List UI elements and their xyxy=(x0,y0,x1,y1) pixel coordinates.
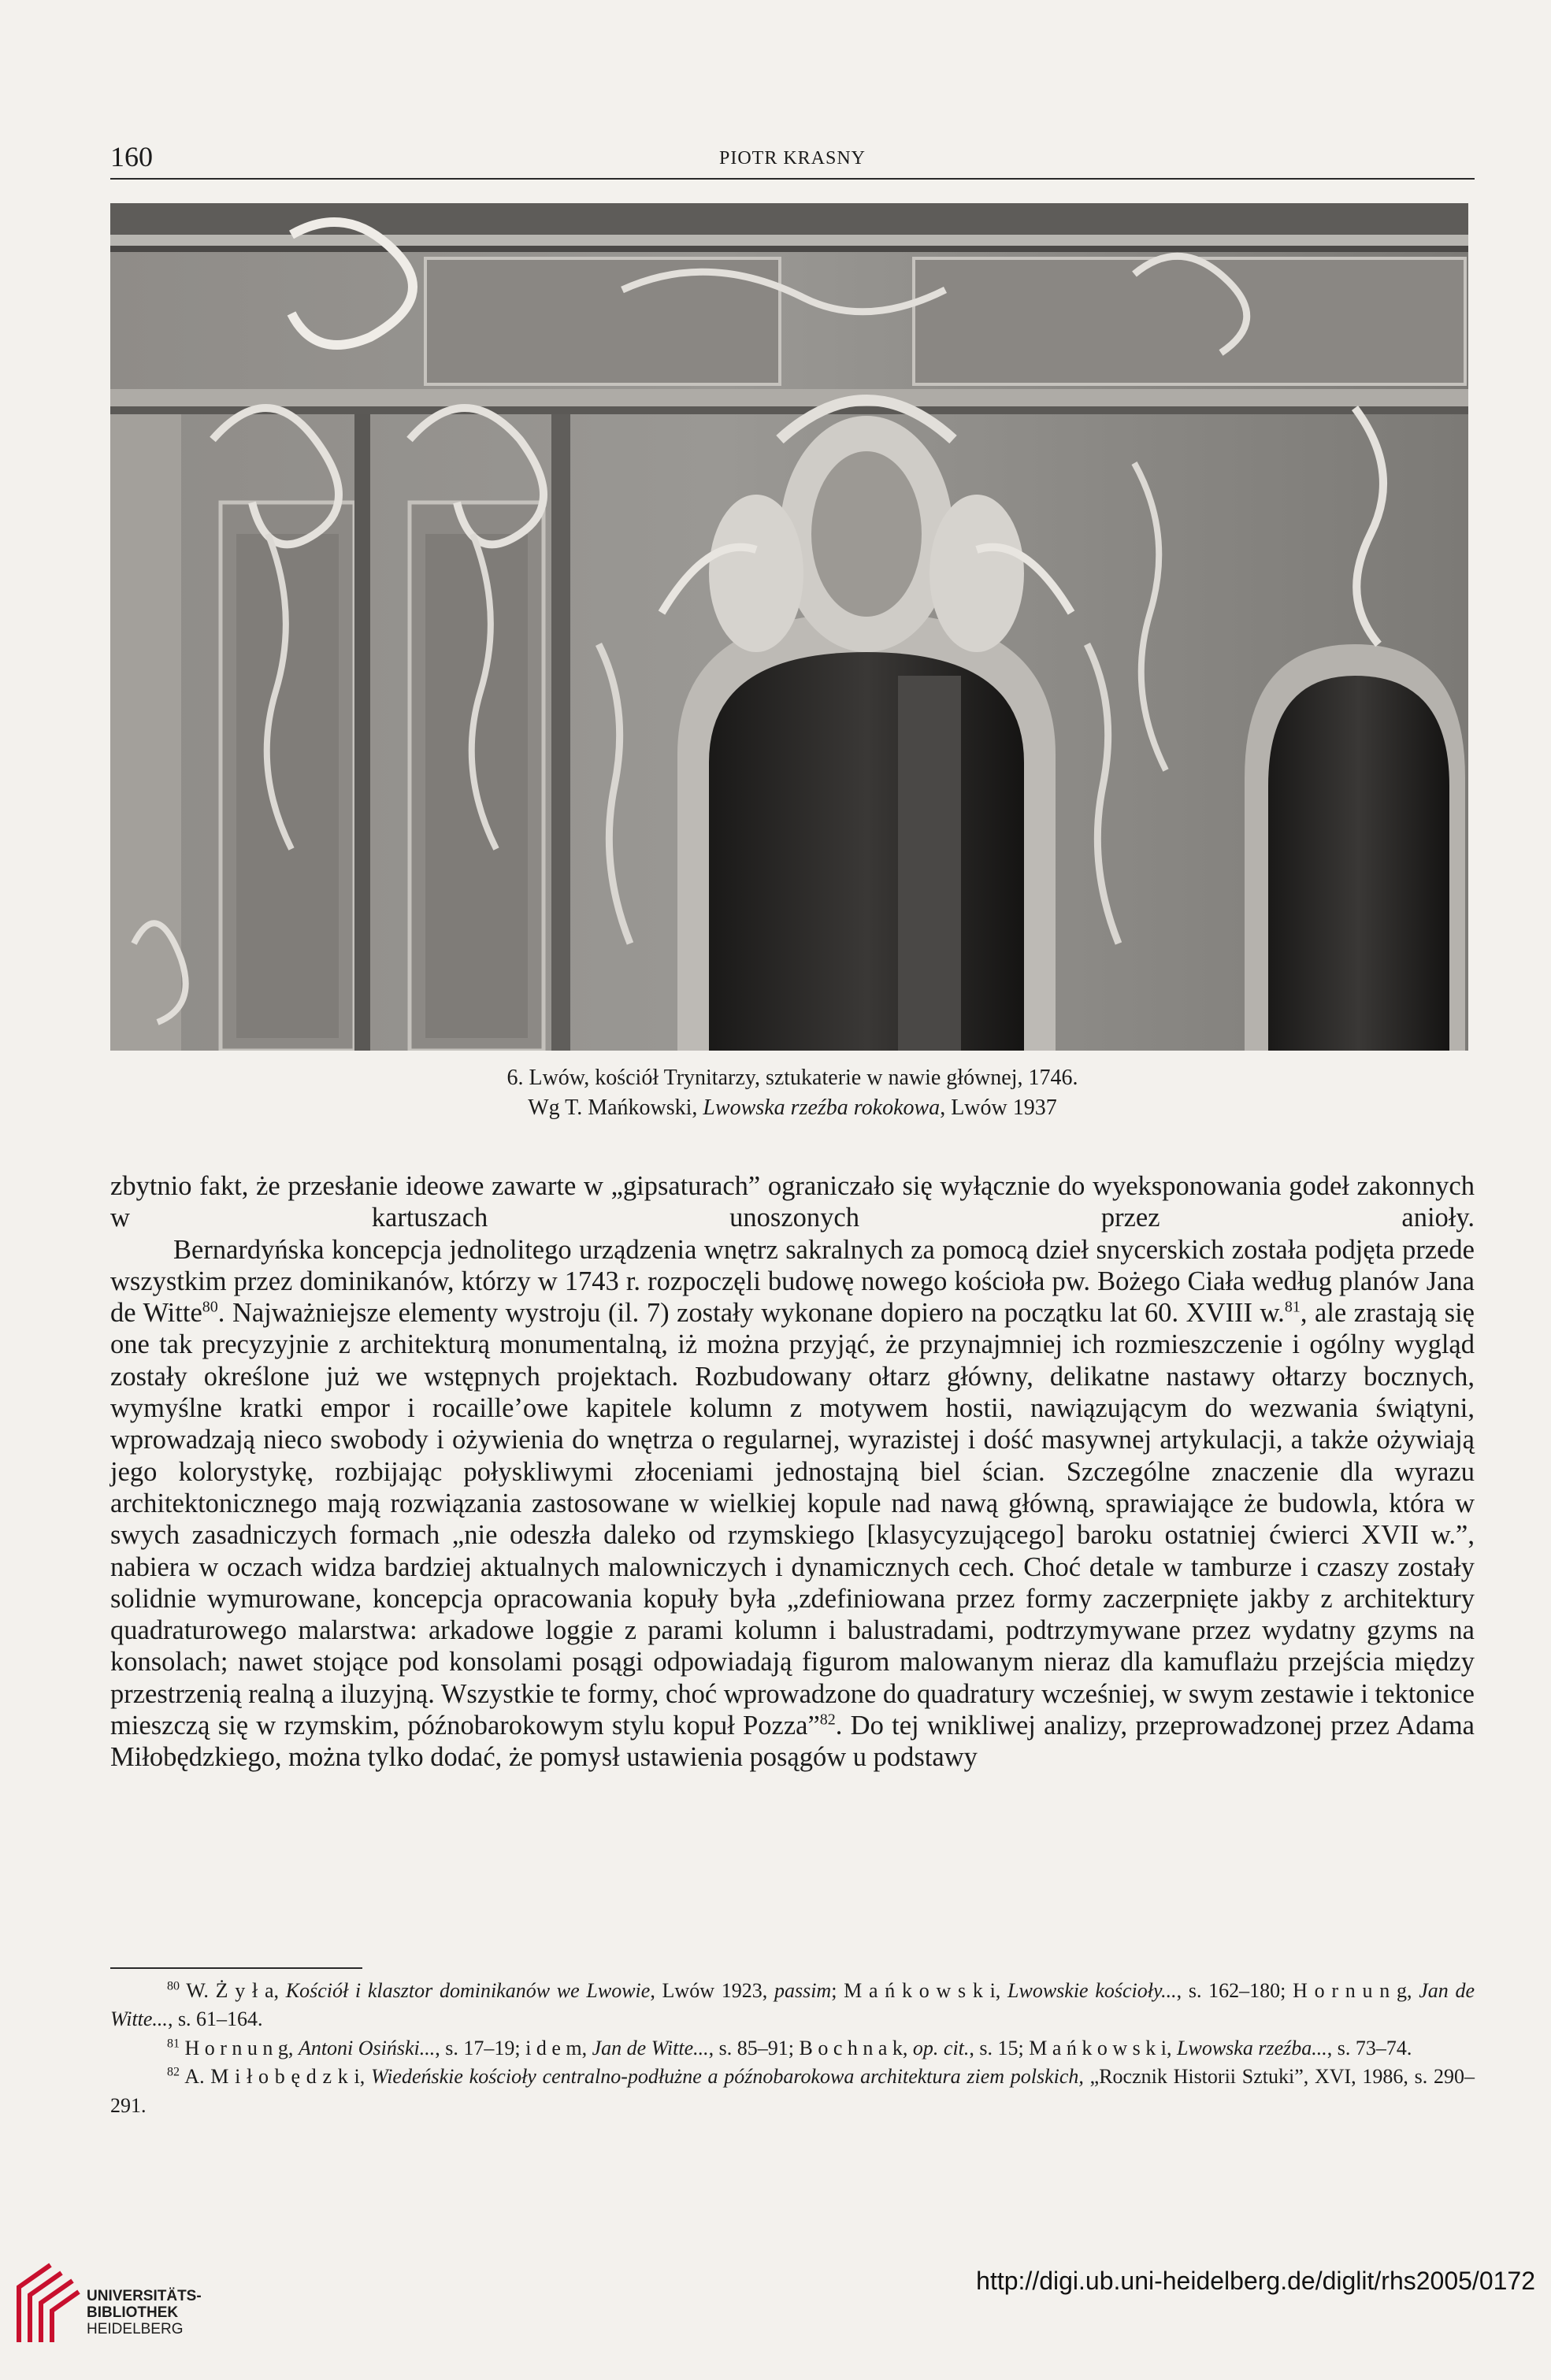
footnote-82 xyxy=(110,2063,1475,2120)
footnote-81 xyxy=(110,2034,1475,2063)
footnote-title: Kościół i klasztor dominikanów we Lwowie xyxy=(285,1979,651,2002)
footnote-text: , Lwów 1923, xyxy=(650,1979,774,2002)
footnote-text: , s. 17–19; i d e m, xyxy=(435,2036,592,2059)
library-logo-icon xyxy=(13,2260,80,2348)
footnote-title: passim xyxy=(774,1979,832,2002)
stucco-interior-image xyxy=(110,203,1468,1051)
paragraph-2 xyxy=(110,1234,1475,1774)
footnote-text: , s. 15; M a ń k o w s k i, xyxy=(969,2036,1178,2059)
footnote-number: 80 xyxy=(167,1979,180,1993)
footnote-ref-80[interactable]: 80 xyxy=(202,1298,218,1316)
footnote-separator xyxy=(110,1967,362,1969)
source-url-link[interactable]: http://digi.ub.uni-heidelberg.de/diglit/rhs2005/0172 xyxy=(976,2267,1535,2295)
library-name xyxy=(87,2288,202,2337)
footnote-title: Lwowskie kościoły... xyxy=(1007,1979,1177,2002)
figure-photograph xyxy=(110,203,1468,1051)
footnote-title: op. cit. xyxy=(912,2036,970,2059)
caption-source-prefix: Wg T. Mańkowski, xyxy=(528,1095,703,1120)
paragraph-2-part-d: . Do tej wnikliwej analizy, przeprowadzonej przez Adama Miłobędzkiego, można tylko dodać, że pomysł ustawienia posągów u podstawy xyxy=(110,1711,1475,1773)
footnote-title: Antoni Osiński... xyxy=(298,2036,436,2059)
caption-line-1: 6. Lwów, kościół Trynitarzy, sztukaterie w nawie głównej, 1746. xyxy=(506,1066,1078,1090)
footnote-text: , s. 85–91; B o c h n a k, xyxy=(708,2036,913,2059)
footnote-ref-81[interactable]: 81 xyxy=(1284,1298,1301,1316)
running-head-author: PIOTR KRASNY xyxy=(718,148,866,169)
footnote-text: , s. 162–180; H o r n u n g, xyxy=(1176,1979,1419,2002)
paragraph-1: zbytnio fakt, że przesłanie ideowe zawarte w „gipsaturach” ograniczało się wyłącznie do wyeksponowania godeł zakonnych w kartuszach unoszonych przez anioły. xyxy=(110,1171,1475,1233)
library-name-line-3: HEIDELBERG xyxy=(87,2321,184,2337)
main-text xyxy=(110,1170,1475,1774)
paragraph-2-part-c: , ale zrastają się one tak precyzyjnie z architekturą monumentalną, iż można przyjąć, że przynajmniej ich rozmieszczenie i ogólny wygląd zostały określone już we wstępnych projektach. Rozbudowany ołtarz główny, delikatne nastawy ołtarzy bocznych, wymyślne kratki empor i rocaille’owe kapitele kolumn z motywem hostii, nawiązującym do wezwania świątyni, wprowadzają nieco swobody i ożywienia do wnętrza o regularnej, wyrazistej i dość masywnej artykulacji, a także ożywiają jego kolorystykę, rozbijając połyskliwymi złoceniami jednostajną biel ścian. Szczególne znaczenie dla wyrazu architektonicznego mają rozwiązania zastosowane w wielkiej kopule nad nawą główną, sprawiające że budowla, która w swych zasadniczych formach „nie odeszła daleko od rzymskiego [klasycyzującego] baroku ostatniej ćwierci XVII w.”, nabiera w oczach widza bardziej aktualnych malowniczych i dynamicznych cech. Choć detale w tamburze i czaszy zostały solidnie wymurowane, koncepcja opracowania kopuły była „zdefiniowana przez formy zaczerpnięte jakby z architektury quadraturowego malarstwa: arkadowe loggie z parami kolumn i balustradami, podtrzymywane przez wydatny gzyms na konsolach; nawet stojące pod konsolami posągi odpowiadają figurom malowanym nieraz dla kamuflażu przejścia między przestrzenią realną a iluzyjną. Wszystkie te formy, choć wprowadzone do quadratury wcześniej, w swym zestawie i tektonice mieszczą się w rzymskim, późnobarokowym stylu kopuł Pozza” xyxy=(110,1298,1475,1741)
footnote-author: H o r n u n g, xyxy=(184,2036,299,2059)
footnote-text: , s. 73–74. xyxy=(1327,2036,1412,2059)
footnote-author: W. Ż y ł a xyxy=(186,1979,274,2002)
figure-caption xyxy=(110,1063,1475,1123)
caption-source-title: Lwowska rzeźba rokokowa xyxy=(703,1095,941,1120)
caption-source-suffix: , Lwów 1937 xyxy=(940,1095,1057,1120)
footnote-text: , s. 61–164. xyxy=(167,2007,263,2031)
footnote-80: $^{80}$ W. Ż y ł a, Kościół i klasztor dominikanów we Lwowie, Lwów 1923, passim; M a ń k o w s k i, Lwowskie kościoły..., s. 162–180; H o r n u n g, Jan de Witte..., s. 61–164. xyxy=(110,1979,1475,2031)
library-name-line-1: UNIVERSITÄTS- xyxy=(87,2288,202,2304)
paragraph-2-part-a: Bernardyńska koncepcja jednolitego urządzenia wnętrz sakralnych za pomocą dzieł snycerskich została podjęta przede wszystkim przez dominikanów, którzy w 1743 r. rozpoczęli budowę nowego kościoła pw. Bożego Ciała według planów Jana de Witte xyxy=(110,1234,1475,1329)
footnote-number: 81 xyxy=(167,2037,180,2051)
running-header xyxy=(110,140,1475,180)
library-name-line-2: BIBLIOTHEK xyxy=(87,2304,179,2321)
footnote-number: 82 xyxy=(167,2065,180,2079)
footnote-title: Lwowska rzeźba... xyxy=(1177,2036,1327,2059)
footnote-ref-82[interactable]: 82 xyxy=(819,1711,836,1729)
footnote-title: Wiedeńskie kościoły centralno-podłużne a późnobarokowa architektura ziem polskich, xyxy=(370,2065,1084,2089)
footnote-title: Jan de Witte... xyxy=(592,2036,709,2059)
footnote-title: Jan de Witte... xyxy=(110,1979,1475,2031)
caption-line-2 xyxy=(110,1093,1475,1123)
paragraph-2-part-b: . Najważniejsze elementy wystroju (il. 7) zostały wykonane dopiero na początku lat 60. XVIII w. xyxy=(217,1298,1285,1329)
footnotes xyxy=(110,1977,1475,2120)
footnote-text: „Rocznik Historii Sztuki”, XVI, 1986, s. 290–291. xyxy=(110,2065,1475,2117)
footnote-author: A. M i ł o b ę d z k i, xyxy=(184,2065,371,2089)
page-number: 160 xyxy=(110,141,153,172)
footnote-text: ; M a ń k o w s k i, xyxy=(831,1979,1008,2002)
